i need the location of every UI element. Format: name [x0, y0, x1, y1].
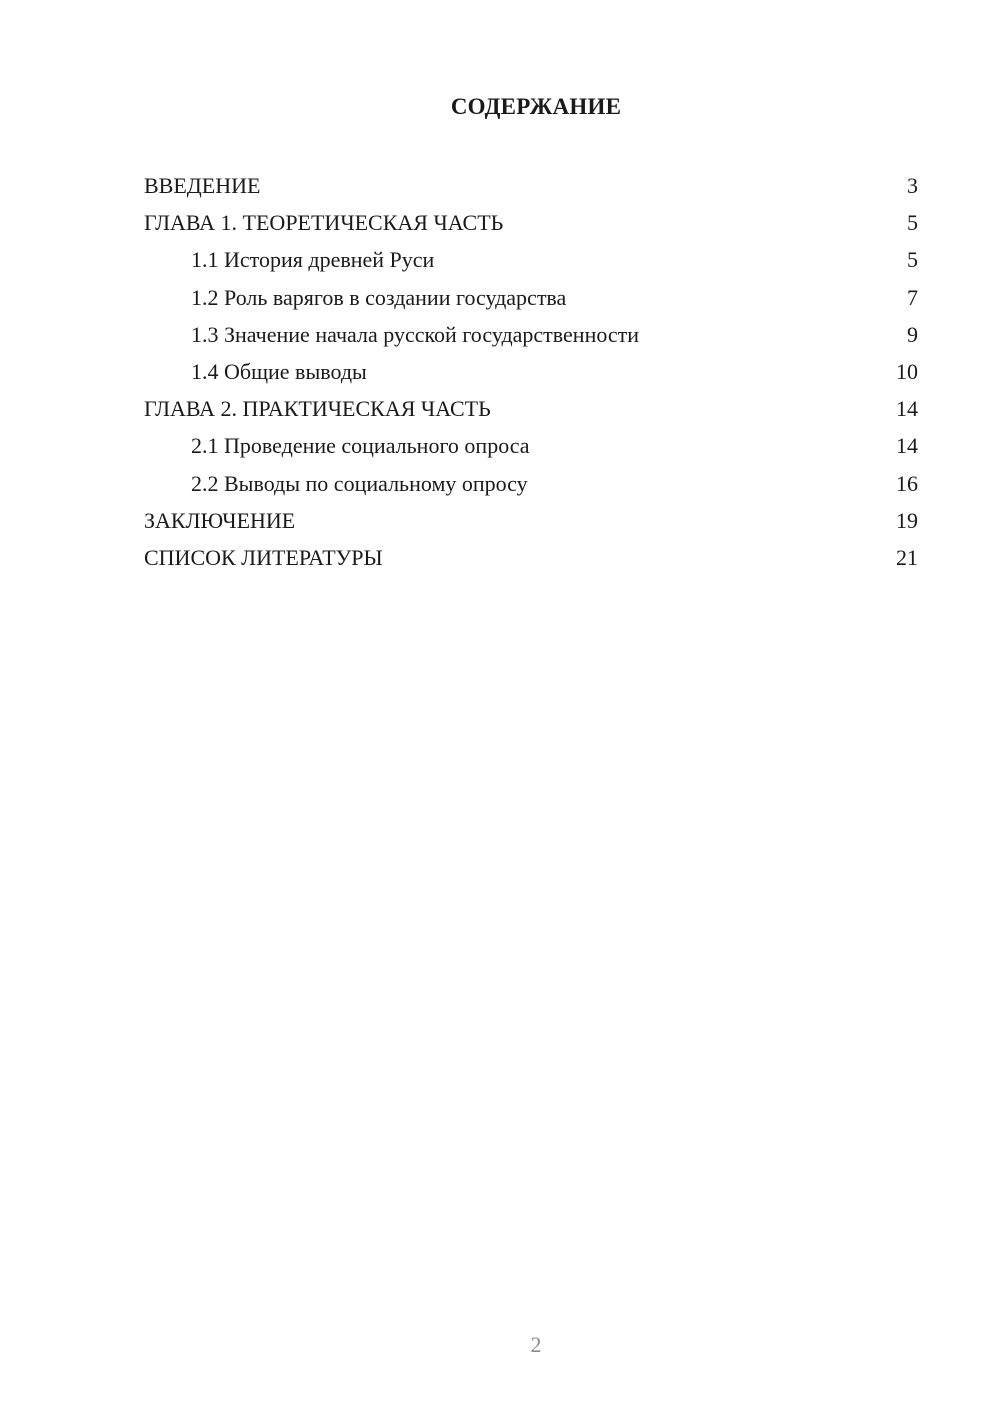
toc-entry-label: 2.1 Проведение социального опроса [191, 433, 530, 459]
toc-entry-label: СПИСОК ЛИТЕРАТУРЫ [144, 544, 383, 570]
toc-entry-label: ВВЕДЕНИЕ [144, 173, 261, 198]
toc-entry-section-1-3[interactable] [144, 316, 918, 353]
toc-entry-section-2-2[interactable] [144, 465, 918, 502]
toc-entry-section-1-4[interactable] [144, 353, 918, 390]
toc-entry-page: 5 [907, 247, 918, 273]
toc-entry-chapter-1[interactable] [144, 204, 918, 241]
toc-entry-references[interactable] [144, 539, 918, 576]
toc-entry-conclusion[interactable] [144, 502, 918, 539]
toc-title: СОДЕРЖАНИЕ [450, 94, 622, 119]
toc-entry-introduction[interactable] [144, 167, 918, 204]
toc-entry-chapter-2[interactable] [144, 390, 918, 427]
toc-entry-label: ГЛАВА 2. ПРАКТИЧЕСКАЯ ЧАСТЬ [144, 396, 491, 422]
table-of-contents [144, 167, 918, 576]
toc-entry-page: 10 [896, 358, 918, 384]
toc-entry-page: 21 [896, 544, 918, 570]
toc-entry-page: 14 [896, 396, 918, 422]
page-number: 2 [530, 1332, 542, 1357]
toc-entry-label: ГЛАВА 1. ТЕОРЕТИЧЕСКАЯ ЧАСТЬ [144, 210, 504, 236]
toc-entry-page: 16 [896, 470, 918, 496]
toc-entry-label: 1.1 История древней Руси [191, 247, 435, 273]
toc-entry-page: 9 [907, 321, 918, 347]
toc-entry-page: 3 [907, 173, 918, 198]
toc-entry-label: 1.3 Значение начала русской государственности [191, 321, 640, 347]
toc-entry-section-1-1[interactable] [144, 241, 918, 278]
toc-entry-label: 1.4 Общие выводы [191, 358, 367, 384]
toc-entry-page: 14 [896, 433, 918, 459]
toc-entry-section-2-1[interactable] [144, 427, 918, 464]
toc-entry-label: 1.2 Роль варягов в создании государства [191, 284, 567, 310]
toc-entry-label: 2.2 Выводы по социальному опросу [191, 470, 528, 496]
toc-entry-label: ЗАКЛЮЧЕНИЕ [144, 507, 296, 533]
toc-entry-page: 5 [907, 210, 918, 236]
toc-entry-section-1-2[interactable] [144, 279, 918, 316]
toc-entry-page: 19 [896, 507, 918, 533]
toc-entry-page: 7 [907, 284, 918, 310]
